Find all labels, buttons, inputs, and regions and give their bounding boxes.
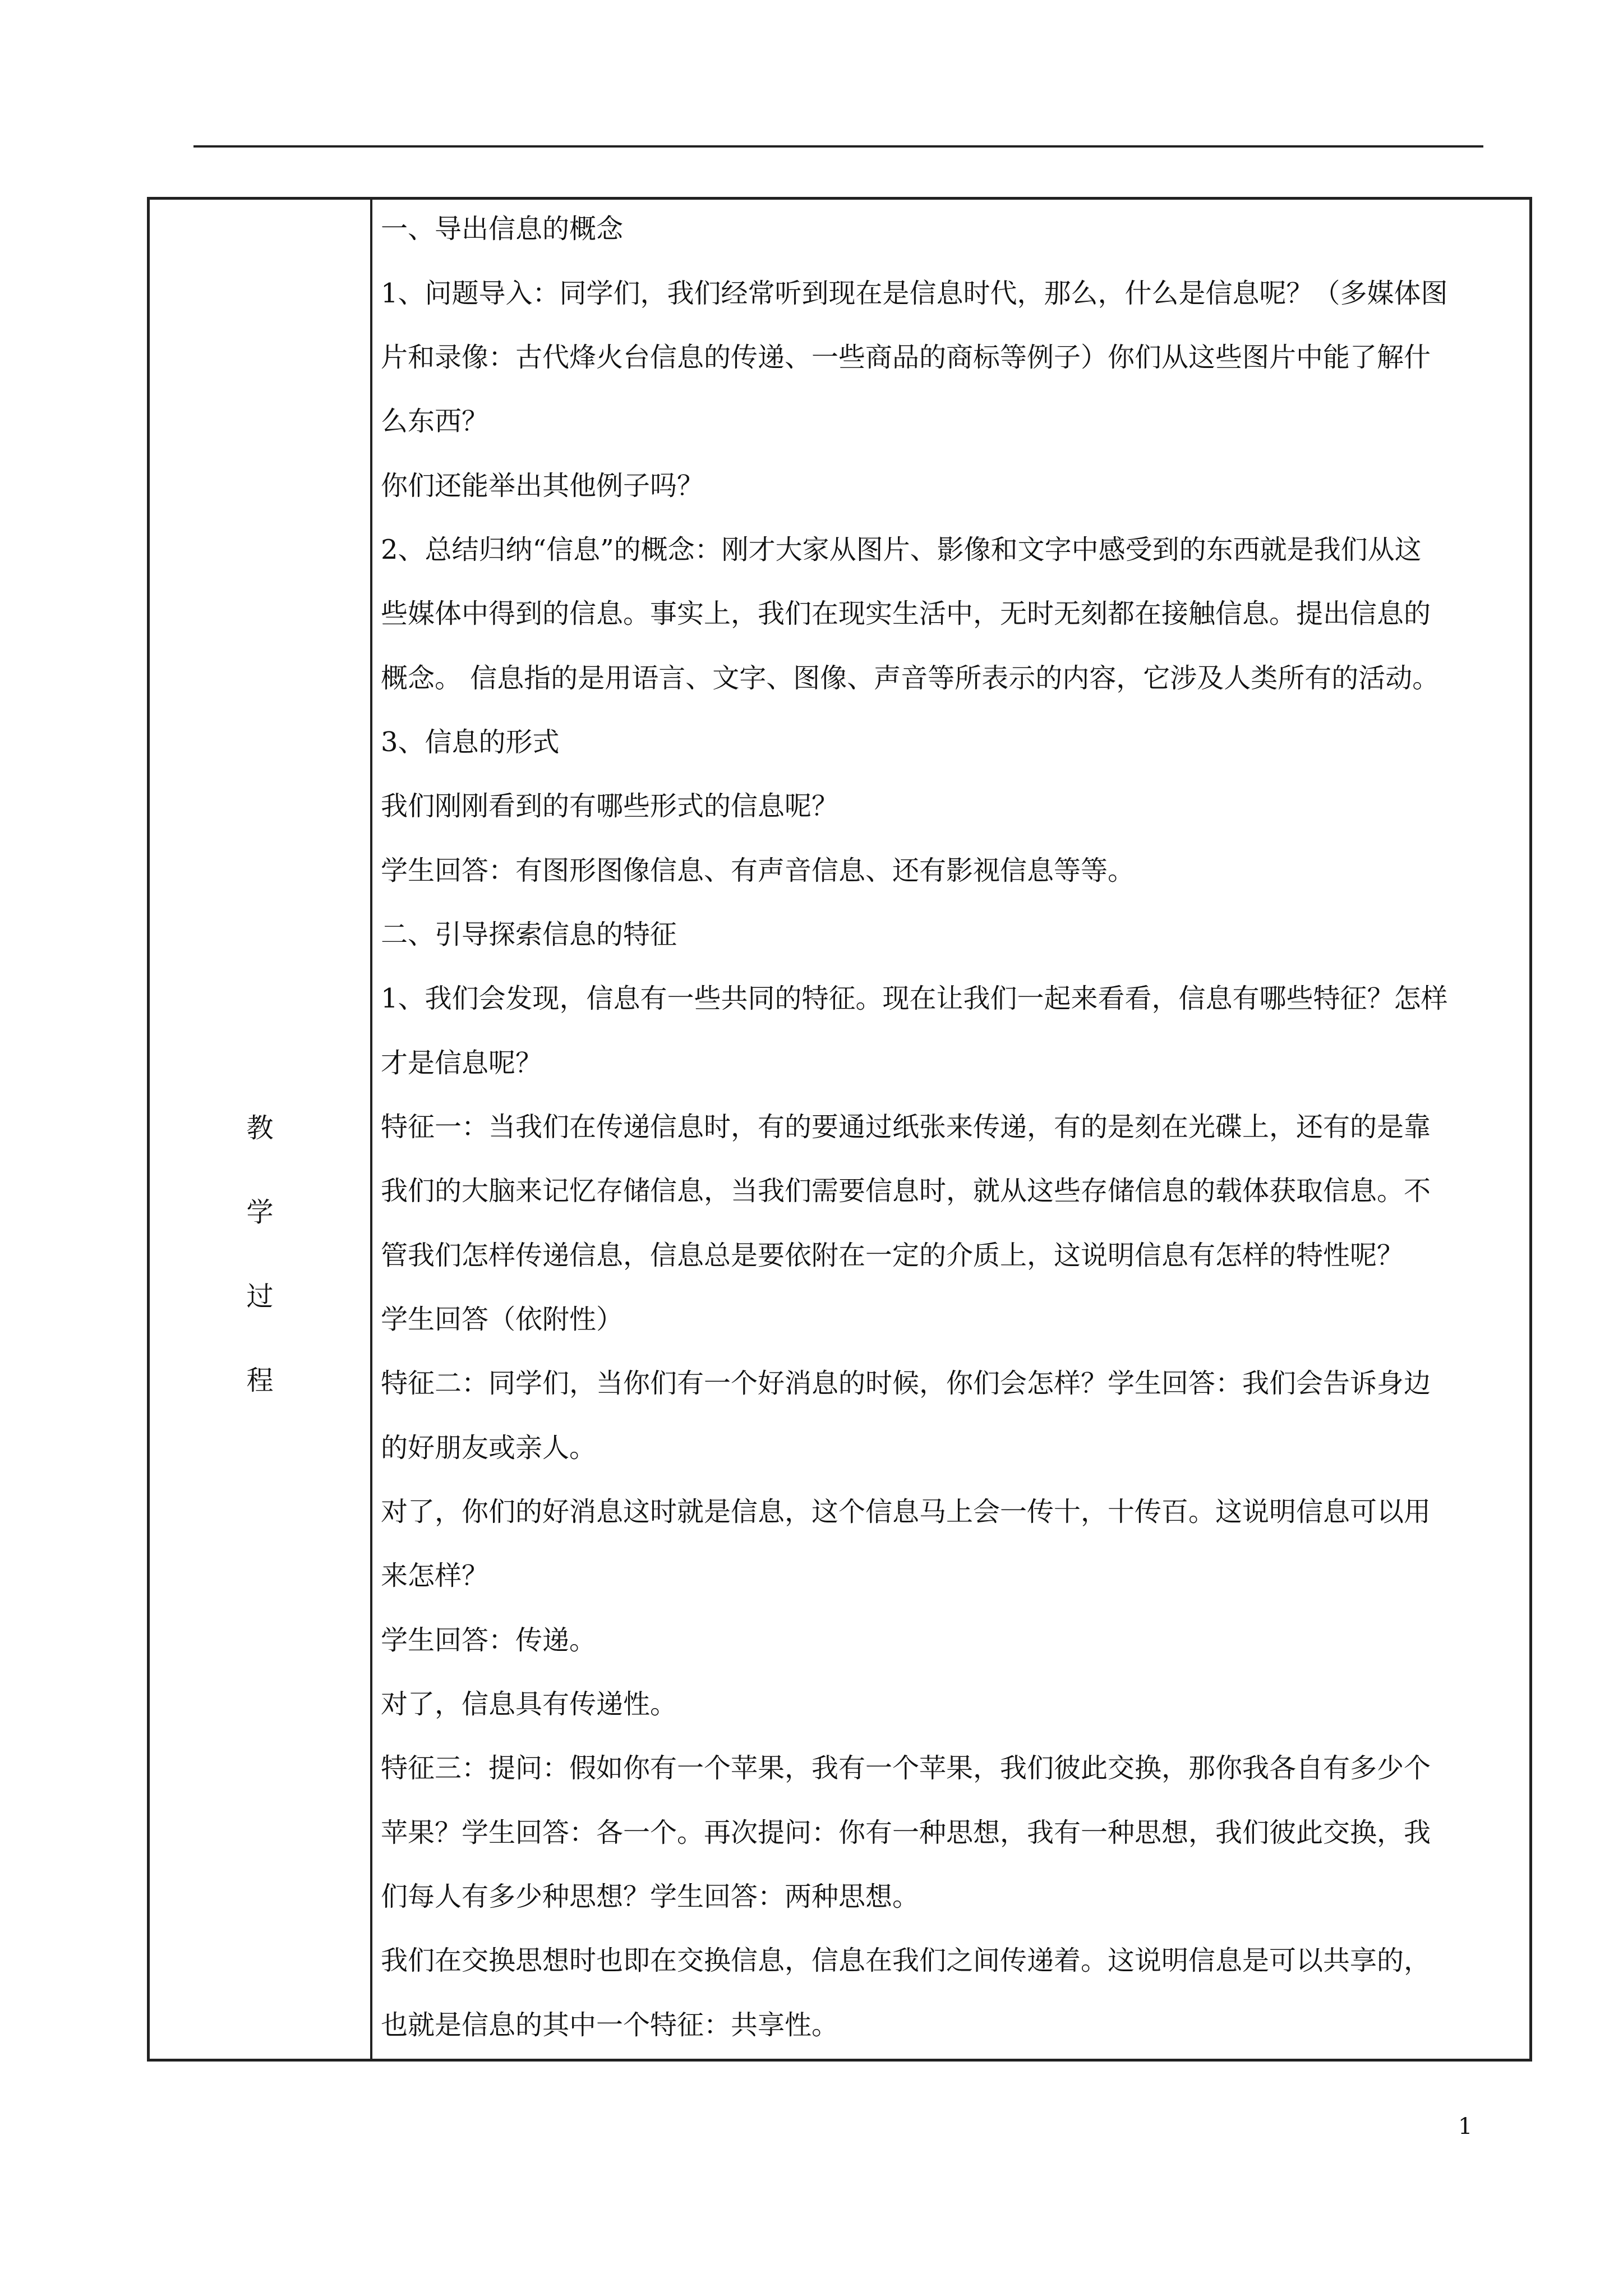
content-line: 概念。 信息指的是用语言、文字、图像、声音等所表示的内容，它涉及人类所有的活动。 [381, 662, 1440, 694]
header-rule [193, 145, 1483, 148]
content-line: 二、引导探索信息的特征 [381, 919, 677, 950]
section-label-char: 教 [246, 1112, 274, 1144]
section-label-char: 学 [246, 1197, 274, 1228]
content-line: 么东西？ [381, 406, 489, 437]
section-label-char: 程 [246, 1365, 274, 1396]
content-line: 特征三：提问：假如你有一个苹果，我有一个苹果，我们彼此交换，那你我各自有多少个 [381, 1752, 1431, 1784]
content-line: 些媒体中得到的信息。事实上，我们在现实生活中，无时无刻都在接触信息。提出信息的 [381, 598, 1431, 629]
section-label-char: 过 [246, 1281, 274, 1312]
content-line: 才是信息呢？ [381, 1047, 543, 1079]
content-line: 管我们怎样传递信息，信息总是要依附在一定的介质上，这说明信息有怎样的特性呢？ [381, 1240, 1404, 1271]
content-line: 片和录像：古代烽火台信息的传递、一些商品的商标等例子）你们从这些图片中能了解什 [381, 342, 1431, 373]
page-number: 1 [1458, 2114, 1473, 2139]
lesson-content-cell [381, 200, 1525, 2059]
content-line: 2、总结归纳“信息”的概念：刚才大家从图片、影像和文字中感受到的东西就是我们从这 [381, 534, 1422, 565]
section-label-cell [150, 200, 370, 2059]
content-line: 一、导出信息的概念 [381, 213, 624, 245]
content-line: 特征一：当我们在传递信息时，有的要通过纸张来传递，有的是刻在光碟上，还有的是靠 [381, 1111, 1431, 1143]
content-line: 特征二：同学们，当你们有一个好消息的时候，你们会怎样？学生回答：我们会告诉身边 [381, 1368, 1431, 1399]
content-line: 也就是信息的其中一个特征：共享性。 [381, 2009, 839, 2041]
content-line: 苹果？学生回答：各一个。再次提问：你有一种思想，我有一种思想，我们彼此交换，我 [381, 1817, 1431, 1848]
content-line: 1、我们会发现，信息有一些共同的特征。现在让我们一起来看看，信息有哪些特征？怎样 [381, 983, 1448, 1014]
column-divider [370, 200, 372, 2059]
content-line: 的好朋友或亲人。 [381, 1432, 597, 1464]
content-line: 1、问题导入：同学们，我们经常听到现在是信息时代，那么，什么是信息呢？（多媒体图 [381, 278, 1448, 309]
content-line: 我们的大脑来记忆存储信息，当我们需要信息时，就从这些存储信息的载体获取信息。不 [381, 1175, 1431, 1207]
content-line: 学生回答：有图形图像信息、有声音信息、还有影视信息等等。 [381, 855, 1135, 886]
content-line: 来怎样？ [381, 1560, 489, 1591]
content-line: 对了，你们的好消息这时就是信息，这个信息马上会一传十，十传百。这说明信息可以用 [381, 1496, 1431, 1527]
content-line: 你们还能举出其他例子吗？ [381, 470, 704, 501]
content-line: 我们在交换思想时也即在交换信息，信息在我们之间传递着。这说明信息是可以共享的， [381, 1945, 1431, 1976]
content-line: 学生回答：传递。 [381, 1625, 597, 1656]
lesson-table [147, 197, 1532, 2062]
content-line: 对了，信息具有传递性。 [381, 1688, 677, 1720]
content-line: 3、信息的形式 [381, 726, 560, 758]
content-line: 们每人有多少种思想？学生回答：两种思想。 [381, 1881, 920, 1912]
content-line: 学生回答（依附性） [381, 1304, 624, 1335]
content-line: 我们刚刚看到的有哪些形式的信息呢？ [381, 790, 839, 822]
